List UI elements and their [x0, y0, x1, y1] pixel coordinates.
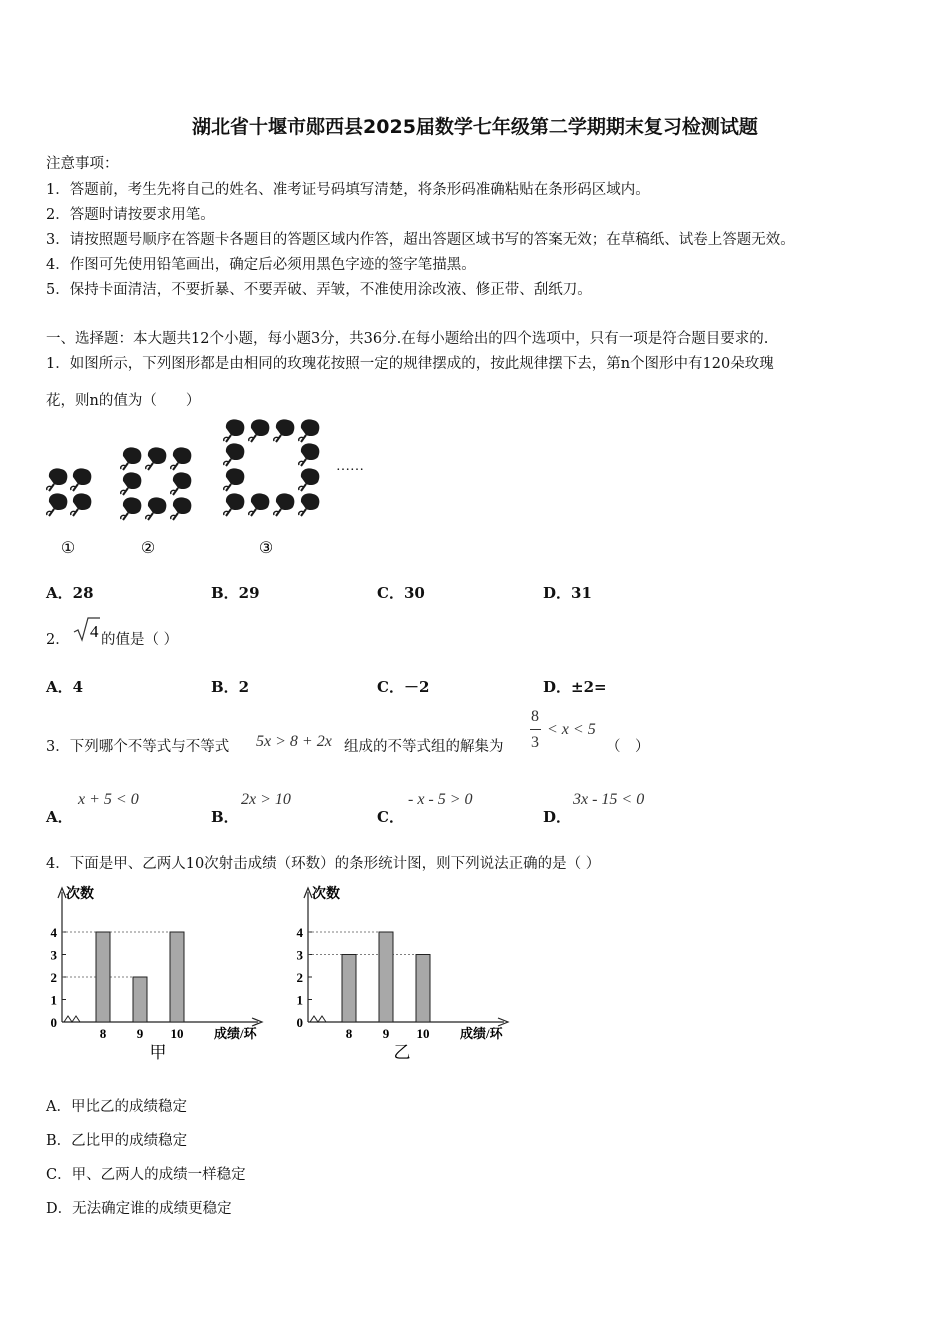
answer-paren: （ ）	[606, 739, 650, 755]
x-axis-label: 成绩/环	[460, 1026, 503, 1041]
page-title: 湖北省十堰市郧西县2025届数学七年级第二学期期末复习检测试题	[192, 116, 758, 138]
question-3-text-b: 组成的不等式组的解集为	[344, 739, 504, 755]
y-tick-label: 4	[50, 925, 57, 940]
q3-option-d-label[interactable]: D．	[543, 808, 572, 826]
q1-option-a[interactable]: A．28	[46, 584, 94, 602]
y-axis-label: 次数	[312, 887, 340, 902]
frac-numerator: 8	[531, 708, 539, 725]
chart-title: 乙	[393, 1043, 411, 1062]
q3-option-b-label[interactable]: B．	[211, 808, 239, 826]
q3-option-c-expr[interactable]: - x - 5 > 0	[408, 791, 473, 808]
q2-option-b[interactable]: B．2	[211, 678, 250, 696]
notice-item: 5．保持卡面清洁，不要折暴、不要弄破、弄皱，不准使用涂改液、修正带、刮纸刀。	[46, 282, 592, 298]
bar	[96, 932, 110, 1022]
q3-option-b-expr[interactable]: 2x > 10	[241, 791, 291, 808]
x-tick-label: 10	[416, 1026, 430, 1041]
q3-option-d-expr[interactable]: 3x - 15 < 0	[573, 791, 645, 808]
question-4-text: 4．下面是甲、乙两人10次射击成绩（环数）的条形统计图，则下列说法正确的是（ ）	[46, 856, 601, 872]
q3-solution-rest: < x < 5	[547, 721, 596, 738]
question-2-text: 的值是（ ）	[101, 632, 179, 648]
x-tick-label: 10	[170, 1026, 184, 1041]
frac-denominator: 3	[531, 734, 539, 751]
q2-option-a[interactable]: A．4	[46, 678, 84, 696]
q1-option-b[interactable]: B．29	[211, 584, 260, 602]
notice-item: 3．请按照题号顺序在答题卡各题目的答题区域内作答，超出答题区域书写的答案无效；在草稿纸、试卷上答题无效。	[46, 232, 795, 248]
notice-item: 1．答题前，考生先将自己的姓名、准考证号码填写清楚，将条形码准确粘贴在条形码区域内。	[46, 182, 650, 198]
axis-break	[310, 1016, 326, 1022]
bar	[416, 955, 430, 1023]
question-1-text: 1．如图所示，下列图形都是由相同的玫瑰花按照一定的规律摆成的，按此规律摆下去，第n个图形中有120朵玫瑰	[46, 356, 774, 372]
q4-option-b[interactable]: B．乙比甲的成绩稳定	[46, 1133, 188, 1149]
y-tick-label: 3	[50, 947, 57, 963]
y-tick-label: 1	[50, 992, 57, 1008]
y-tick-label: 0	[296, 1015, 303, 1030]
y-axis-label: 次数	[66, 887, 94, 902]
question-3-text: 3．下列哪个不等式与不等式	[46, 739, 230, 755]
q4-option-a[interactable]: A．甲比乙的成绩稳定	[46, 1099, 187, 1115]
chart-yi	[286, 878, 526, 1068]
y-tick-label: 1	[296, 992, 303, 1008]
figure-label-3: ③	[258, 540, 274, 557]
sqrt-radicand: 4	[90, 622, 99, 641]
figure-label-1: ①	[60, 540, 76, 557]
q1-option-c[interactable]: C．30	[377, 584, 425, 602]
q2-option-d[interactable]: D．±2=	[543, 678, 607, 696]
question-1-text-cont: 花，则n的值为（ ）	[46, 393, 201, 409]
q4-option-c[interactable]: C．甲、乙两人的成绩一样稳定	[46, 1167, 246, 1183]
notice-heading: 注意事项：	[46, 156, 119, 172]
figure-label-2: ②	[140, 540, 156, 557]
q3-option-a-label[interactable]: A．	[46, 808, 73, 826]
ellipsis: ……	[336, 459, 364, 474]
y-tick-label: 2	[50, 970, 57, 985]
chart-jia	[40, 878, 280, 1068]
bar	[133, 977, 147, 1022]
x-tick-label: 8	[345, 1026, 353, 1041]
x-tick-label: 9	[136, 1026, 144, 1041]
section-heading: 一、选择题：本大题共12个小题，每小题3分，共36分.在每小题给出的四个选项中，只有一项是符合题目要求的.	[46, 331, 769, 347]
bar	[170, 932, 184, 1022]
q3-option-c-label[interactable]: C．	[377, 808, 404, 826]
axis-break	[64, 1016, 80, 1022]
q2-option-c[interactable]: C．－2	[377, 678, 430, 696]
notice-item: 2．答题时请按要求用笔。	[46, 207, 215, 223]
bar	[379, 932, 393, 1022]
q3-inequality: 5x > 8 + 2x	[256, 733, 332, 750]
figure-1-roses	[47, 468, 92, 516]
figure-3-roses	[224, 419, 320, 516]
rose-pattern-figure	[40, 412, 400, 562]
x-tick-label: 9	[382, 1026, 390, 1041]
x-axis-label: 成绩/环	[214, 1026, 257, 1041]
chart-title: 甲	[149, 1043, 167, 1062]
fraction-bar	[530, 729, 541, 730]
y-tick-label: 0	[50, 1015, 57, 1030]
q3-option-a-expr[interactable]: x + 5 < 0	[78, 791, 139, 808]
question-2-num: 2．	[46, 632, 70, 648]
y-tick-label: 4	[296, 925, 303, 940]
x-tick-label: 8	[99, 1026, 107, 1041]
q1-option-d[interactable]: D．31	[543, 584, 592, 602]
y-tick-label: 3	[296, 947, 303, 963]
figure-2-roses	[121, 447, 192, 520]
bar	[342, 955, 356, 1023]
y-tick-label: 2	[296, 970, 303, 985]
q4-option-d[interactable]: D．无法确定谁的成绩更稳定	[46, 1201, 232, 1217]
sqrt-symbol	[72, 614, 102, 646]
notice-item: 4．作图可先使用铅笔画出，确定后必须用黑色字迹的签字笔描黑。	[46, 257, 476, 273]
